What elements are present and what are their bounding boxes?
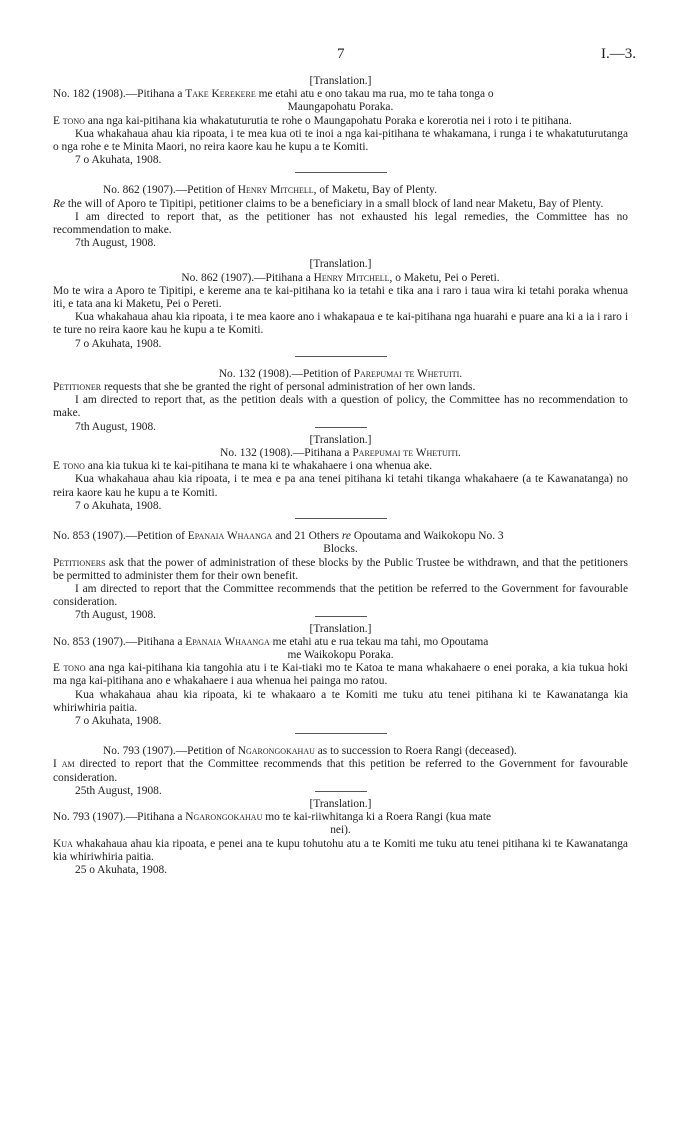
petition-title: No. 862 (1907).—Petition of Henry Mitchell, of Maketu, Bay of Plenty. bbox=[103, 184, 437, 197]
petition-request: Mo te wira a Aporo te Tipitipi, e kereme ana te kai-pitihana ko ia tetahi e tika ana i raro i taua wira ki tetahi poraka whenua iti, e tata ana ki Maketu, Pei o Pereti. bbox=[53, 284, 628, 311]
section-petition-853-english bbox=[53, 530, 628, 622]
petitioner-name: Henry Mitchell bbox=[237, 184, 314, 197]
report-date: 7th August, 1908. bbox=[75, 609, 157, 622]
committee-report: I am directed to report that, as the petition deals with a question of policy, the Committee has no recommendation to make. bbox=[53, 394, 628, 420]
report-date: 7 o Akuhata, 1908. bbox=[75, 714, 162, 727]
committee-report: Kua whakahaua ahau kia ripoata, i te mea e pa ana tenei pitihana ki tetahi tikanga whakahaere (a te Kawanatanga) no reira kaore kau he kupu a te Komiti. bbox=[53, 473, 628, 499]
petition-title: No. 862 (1907).—Pitihana a Henry Mitchell, o Maketu, Pei o Pereti. bbox=[181, 271, 500, 284]
petition-request: Re the will of Aporo te Tipitipi, petitioner claims to be a beneficiary in a small block of land near Maketu, Bay of Plenty. bbox=[53, 197, 604, 210]
section-petition-182-maori bbox=[53, 75, 628, 173]
section-petition-132-maori bbox=[53, 434, 628, 519]
committee-report: I am directed to report that the Committee recommends that this petition be referred to the Government for favourable consideration. bbox=[53, 758, 628, 784]
petitioner-name: Parepumai te Whetuiti bbox=[352, 447, 459, 460]
report-date: 25 o Akuhata, 1908. bbox=[75, 863, 168, 876]
report-date: 7th August, 1908. bbox=[75, 420, 157, 433]
translation-heading: [Translation.] bbox=[309, 433, 372, 446]
petitioner-name: Epanaia Whaanga bbox=[185, 635, 270, 648]
short-divider bbox=[315, 427, 367, 428]
short-divider bbox=[315, 616, 367, 617]
section-divider bbox=[295, 172, 387, 173]
committee-report: I am directed to report that the Committee recommends that the petition be referred to the Government for favourable consideration. bbox=[53, 582, 628, 609]
petitioner-name: Ngarongokahau bbox=[185, 811, 263, 824]
section-petition-853-maori bbox=[53, 623, 628, 735]
committee-report: Kua whakahaua ahau kia ripoata, i te mea kua oti te inoi a nga kai-pitihana te whakamana, i runga i te whakatuturutanga o nga rohe e te Minita Maori, no reira kaore kau he kupu a te Komiti. bbox=[53, 127, 628, 154]
petition-title: No. 793 (1907).—Petition of Ngarongokahau as to succession to Roera Rangi (deceased). bbox=[103, 745, 517, 758]
translation-heading: [Translation.] bbox=[309, 258, 372, 271]
petition-request: E tono ana kia tukua ki te kai-pitihana te mana ki te whakahaere i ona whenua ake. bbox=[53, 460, 433, 473]
petition-title: No. 132 (1908).—Pitihana a Parepumai te Whetuiti. bbox=[220, 447, 461, 460]
section-petition-793-maori bbox=[53, 798, 628, 877]
section-divider bbox=[295, 733, 387, 734]
petition-request: Petitioners ask that the power of administration of these blocks by the Public Trustee be withdrawn, and that the petitioners be permitted to administer them for their own benefit. bbox=[53, 556, 628, 582]
petition-title: No. 132 (1908).—Petition of Parepumai te Whetuiti. bbox=[218, 367, 463, 380]
report-date: 7 o Akuhata, 1908. bbox=[75, 499, 162, 512]
page-content bbox=[53, 75, 628, 877]
report-date: 7 o Akuhata, 1908. bbox=[75, 337, 162, 350]
petition-title: No. 793 (1907).—Pitihana a Ngarongokahau mo te kai-riiwhitanga ki a Roera Rangi (kua mate nei). bbox=[53, 811, 492, 837]
petitioner-name: Ngarongokahau bbox=[237, 745, 315, 758]
petitioner-name: Take Kerekere bbox=[185, 88, 256, 101]
committee-report: Kua whakahaua ahau kia ripoata, i te mea kaore ano i whakapaua e te kai-pitihana nga huarahi e puare ana ki a ia i raro i te ture no reira kaore kau he kupu a te Komiti. bbox=[53, 311, 628, 337]
committee-report: Kua whakahaua ahau kia ripoata, e penei ana te kupu tohutohu atu a te Komiti me tuku atu tenei pitihana ki te Kawanatanga kia whiriwhiria paitia. bbox=[53, 837, 628, 863]
petition-request: Petitioner requests that she be granted the right of personal administration of her own lands. bbox=[53, 381, 476, 394]
petition-title: No. 853 (1907).—Petition of Epanaia Whaanga and 21 Others re Opoutama and Waikokopu No. 3 Blocks. bbox=[53, 530, 504, 556]
translation-heading: [Translation.] bbox=[309, 797, 372, 810]
report-date: 7th August, 1908. bbox=[75, 237, 157, 250]
petitioner-name: Henry Mitchell bbox=[313, 271, 390, 284]
section-divider bbox=[295, 356, 387, 357]
committee-report: Kua whakahaua ahau kia ripoata, ki te whakaaro a te Komiti me tuku atu tenei pitihana ki te Kawanatanga kia whiriwhiria paitia. bbox=[53, 688, 628, 714]
petition-request: E tono ana nga kai-pitihana kia tangohia atu i te Kai-tiaki mo te Katoa te mana whakahaere o enei poraka, a kia tukua hoki ma nga kai-pitihana ano e whakahaere i aua whenua hei painga mo ratou. bbox=[53, 662, 628, 688]
short-divider bbox=[315, 791, 367, 792]
translation-heading: [Translation.] bbox=[309, 75, 372, 87]
committee-report: I am directed to report that, as the petitioner has not exhausted his legal remedies, the Committee has no recommendation to make. bbox=[53, 210, 628, 237]
section-petition-862-english bbox=[53, 184, 628, 258]
petition-title: No. 853 (1907).—Pitihana a Epanaia Whaanga me etahi atu e rua tekau ma tahi, mo Opoutama me Waikokopu Poraka. bbox=[53, 635, 489, 661]
section-petition-793-english bbox=[53, 745, 628, 797]
petition-request: E tono ana nga kai-pitihana kia whakatuturutia te rohe o Maungapohatu Poraka e korerotia nei i roto i te pitihana. bbox=[53, 114, 572, 127]
paper-reference: I.—3. bbox=[601, 46, 636, 62]
page-number: 7 bbox=[337, 46, 345, 62]
section-petition-132-english bbox=[53, 367, 628, 433]
petitioner-name: Parepumai te Whetuiti bbox=[353, 367, 460, 380]
report-date: 7 o Akuhata, 1908. bbox=[75, 154, 162, 167]
petition-title: No. 182 (1908).—Pitihana a Take Kerekere me etahi atu e ono takau ma rua, mo te taha tonga o Maungapohatu Poraka. bbox=[53, 88, 494, 114]
section-divider bbox=[295, 518, 387, 519]
petitioner-name: Epanaia Whaanga bbox=[187, 530, 273, 543]
report-date: 25th August, 1908. bbox=[75, 784, 162, 797]
translation-heading: [Translation.] bbox=[309, 622, 372, 635]
section-petition-862-maori bbox=[53, 258, 628, 356]
